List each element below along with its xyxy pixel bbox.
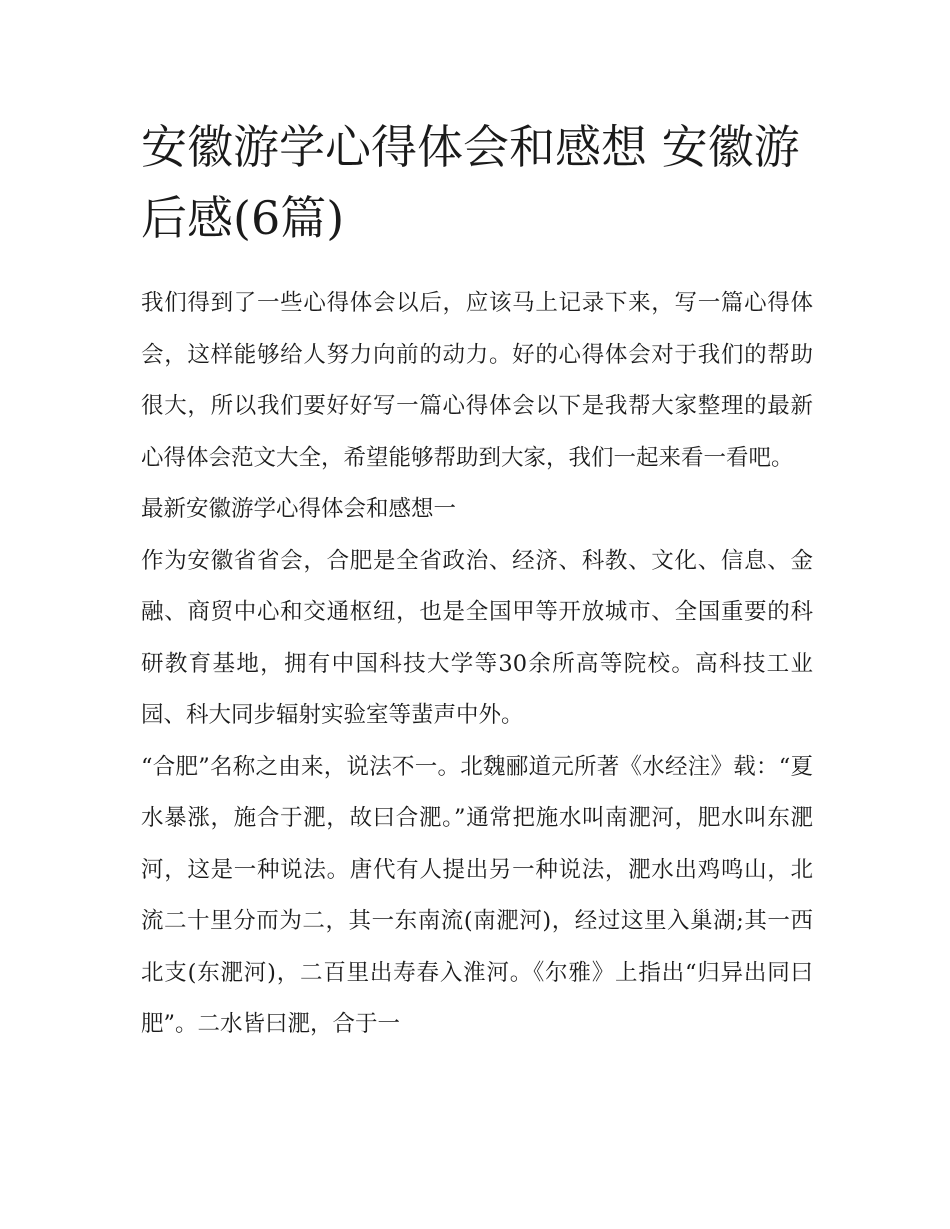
body-paragraph-1: 作为安徽省省会，合肥是全省政治、经济、科教、文化、信息、金融、商贸中心和交通枢纽，也是全国甲等开放城市、全国重要的科研教育基地，拥有中国科技大学等30余所高等院校。高科技工业园、科大同步辐射实验室等蜚声中外。 — [141, 547, 813, 728]
document-title: 安徽游学心得体会和感想 安徽游后感(6篇) — [141, 120, 800, 245]
body-paragraph-2: “合肥”名称之由来，说法不一。北魏郦道元所著《水经注》载：“夏水暴涨，施合于淝，故曰合淝。”通常把施水叫南淝河，肥水叫东淝河，这是一种说法。唐代有人提出另一种说法，淝水出鸡鸣山，北流二十里分而为二，其一东南流(南淝河)，经过这里入巢湖;其一西北支(东淝河)，二百里出寿春入淮河。《尔雅》上指出“归异出同曰肥”。二水皆曰淝，合于一 — [141, 753, 813, 1037]
document-page — [141, 112, 813, 1051]
intro-paragraph: 我们得到了一些心得体会以后，应该马上记录下来，写一篇心得体会，这样能够给人努力向前的动力。好的心得体会对于我们的帮助很大，所以我们要好好写一篇心得体会以下是我帮大家整理的最新心得体会范文大全，希望能够帮助到大家，我们一起来看一看吧。 — [141, 290, 813, 471]
section-heading: 最新安徽游学心得体会和感想一 — [141, 496, 457, 522]
